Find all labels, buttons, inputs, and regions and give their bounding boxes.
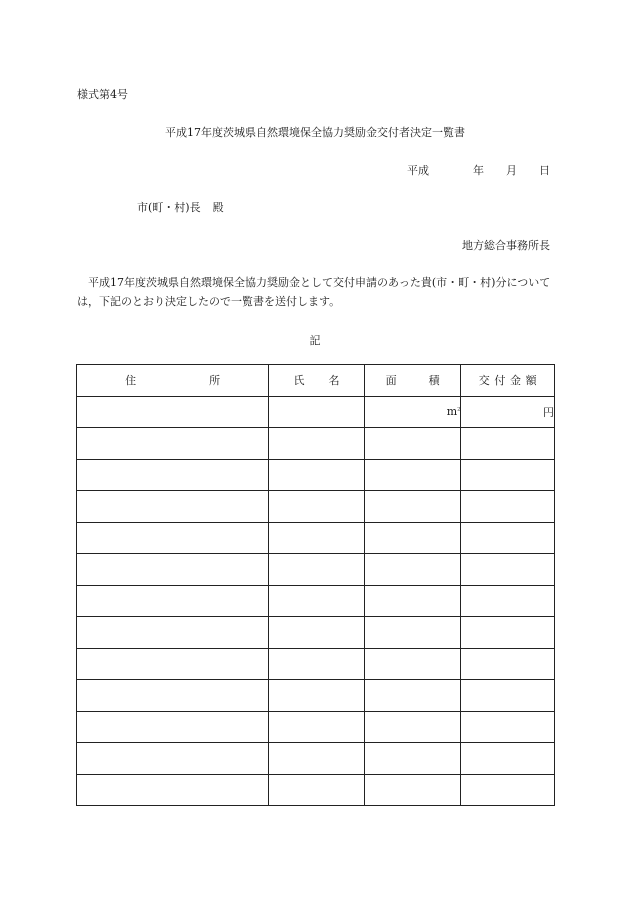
table-row [77,491,555,523]
cell-area[interactable] [364,617,461,649]
date-era: 平成 [407,164,429,177]
form-number: 様式第4号 [77,88,128,101]
cell-address[interactable] [77,711,269,743]
cell-amount[interactable] [461,522,555,554]
cell-amount[interactable] [461,617,555,649]
cell-address[interactable] [77,617,269,649]
table-row [77,459,555,491]
table-row [77,774,555,806]
cell-address[interactable] [77,554,269,586]
table-row [77,617,555,649]
cell-amount[interactable] [461,396,555,428]
cell-name[interactable] [269,711,365,743]
table-row [77,680,555,712]
table-row [77,554,555,586]
cell-name[interactable] [269,459,365,491]
cell-name[interactable] [269,680,365,712]
cell-area[interactable] [364,491,461,523]
document-title: 平成17年度茨城県自然環境保全協力奨励金交付者決定一覧書 [165,126,465,139]
table-row [77,428,555,460]
header-name: 氏 名 [269,365,365,397]
cell-area[interactable] [364,680,461,712]
header-address: 住 所 [77,365,269,397]
date-day-label: 日 [539,164,550,177]
cell-area[interactable] [364,428,461,460]
table-row [77,648,555,680]
addressee-honorific: 殿 [212,201,224,214]
cell-area[interactable] [364,522,461,554]
cell-amount[interactable] [461,774,555,806]
unit-yen: 円 [543,405,554,419]
recipient-table [76,364,555,806]
cell-name[interactable] [269,585,365,617]
cell-address[interactable] [77,428,269,460]
cell-area[interactable] [364,743,461,775]
cell-amount[interactable] [461,680,555,712]
cell-name[interactable] [269,396,365,428]
cell-amount[interactable] [461,585,555,617]
table-row [77,743,555,775]
sender: 地方総合事務所長 [462,239,550,252]
cell-area[interactable] [364,648,461,680]
cell-address[interactable] [77,774,269,806]
cell-amount[interactable] [461,491,555,523]
cell-area[interactable] [364,396,461,428]
table-row [77,711,555,743]
ki-heading: 記 [309,334,321,347]
cell-amount[interactable] [461,711,555,743]
cell-address[interactable] [77,459,269,491]
cell-area[interactable] [364,459,461,491]
addressee-name: 市(町・村)長 [137,201,201,214]
cell-address[interactable] [77,648,269,680]
cell-name[interactable] [269,522,365,554]
table-header-row [77,365,555,397]
cell-address[interactable] [77,680,269,712]
cell-name[interactable] [269,774,365,806]
cell-name[interactable] [269,554,365,586]
cell-address[interactable] [77,522,269,554]
cell-area[interactable] [364,554,461,586]
table-row [77,522,555,554]
body-text: 平成17年度茨城県自然環境保全協力奨励金として交付申請のあった貴(市・町・村)分については，下記のとおり決定したので一覧書を送付します。 [77,276,551,308]
date-month-label: 月 [506,164,517,177]
cell-address[interactable] [77,585,269,617]
date-line [407,162,550,178]
cell-area[interactable] [364,585,461,617]
cell-name[interactable] [269,491,365,523]
cell-amount[interactable] [461,459,555,491]
cell-address[interactable] [77,491,269,523]
date-year-label: 年 [473,164,484,177]
cell-name[interactable] [269,648,365,680]
cell-area[interactable] [364,774,461,806]
header-amount: 交 付 金 額 [461,365,555,397]
addressee [137,199,224,215]
cell-area[interactable] [364,711,461,743]
cell-amount[interactable] [461,648,555,680]
table-row [77,396,555,428]
cell-name[interactable] [269,617,365,649]
cell-address[interactable] [77,743,269,775]
table-row [77,585,555,617]
cell-amount[interactable] [461,743,555,775]
cell-name[interactable] [269,428,365,460]
header-area: 面 積 [364,365,461,397]
cell-amount[interactable] [461,428,555,460]
cell-name[interactable] [269,743,365,775]
cell-amount[interactable] [461,554,555,586]
cell-address[interactable] [77,396,269,428]
unit-area: $m^2$ [446,405,461,419]
